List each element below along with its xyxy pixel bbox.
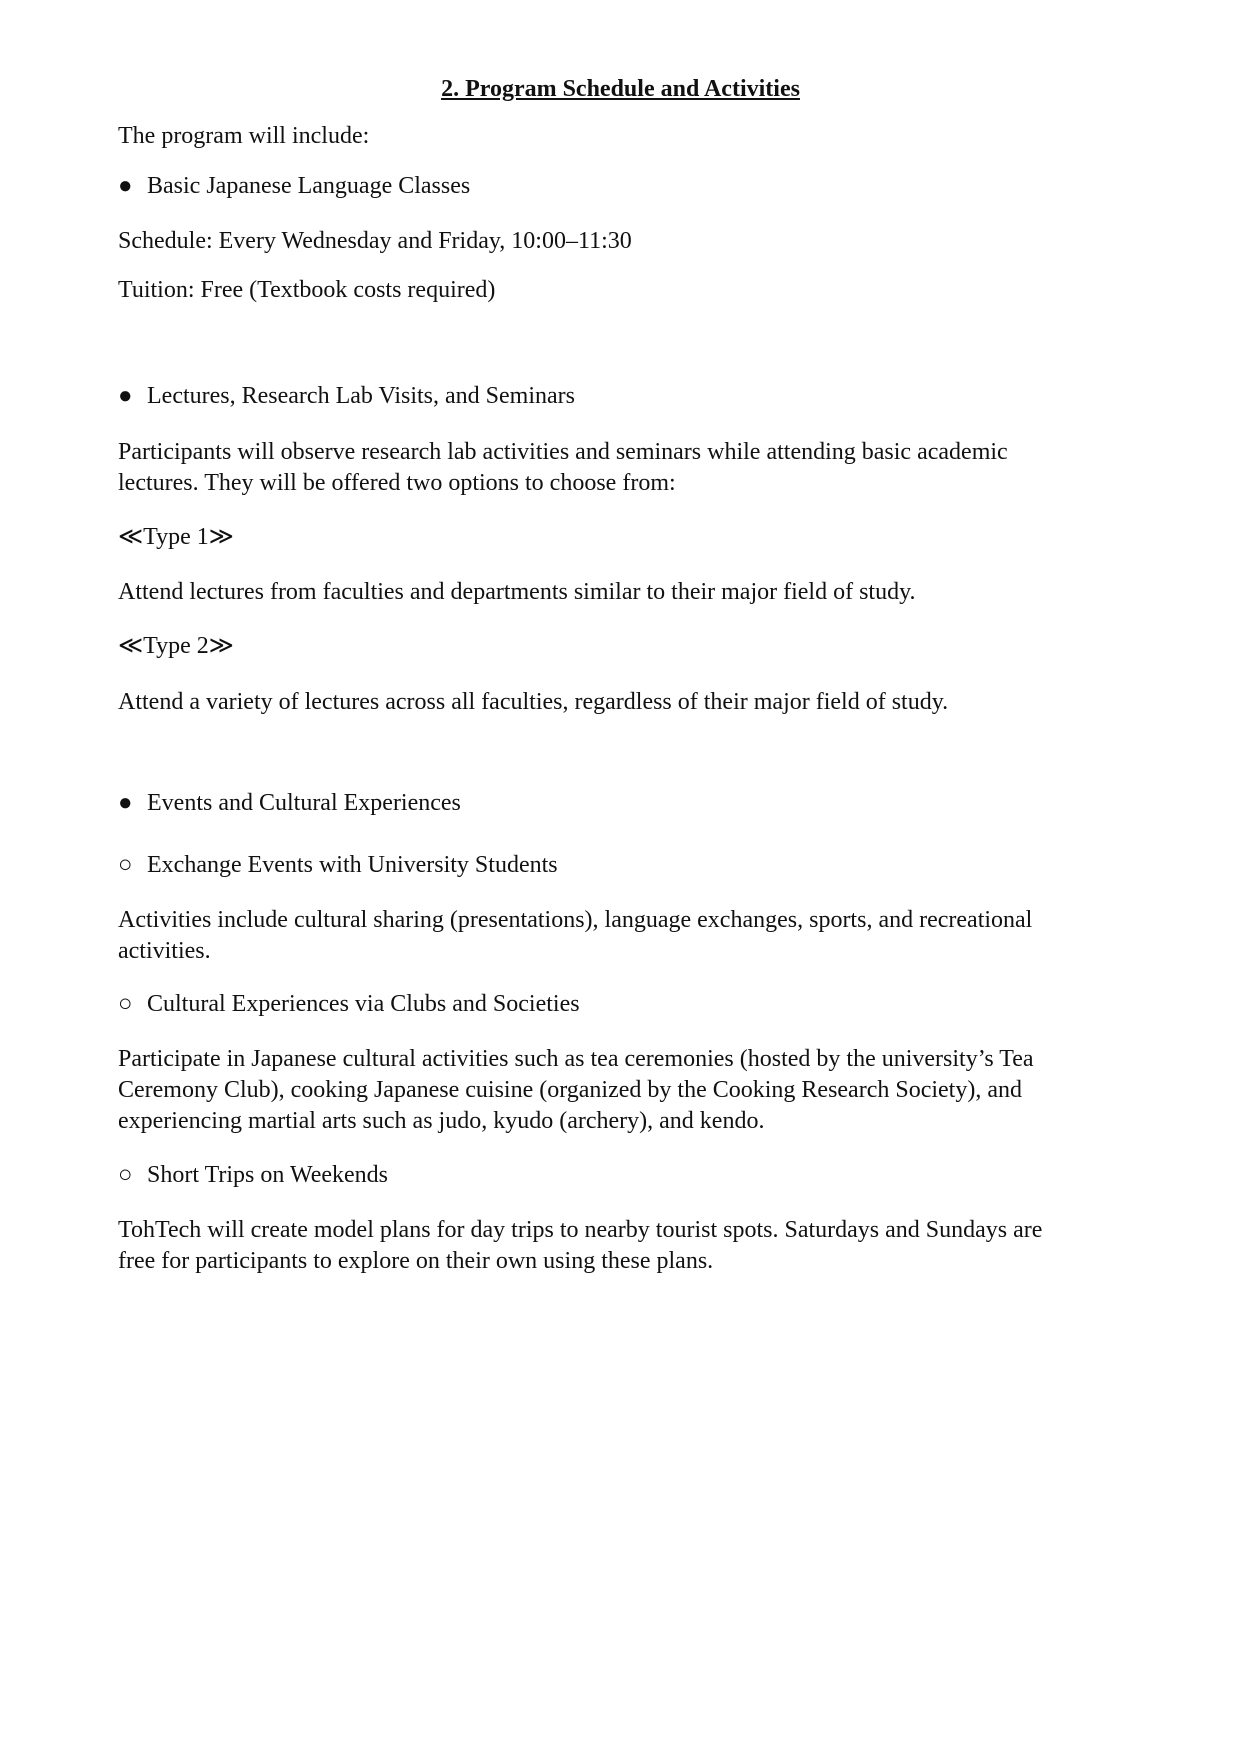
hollow-bullet-icon: ○ [118,1162,133,1188]
lectures-description-line: Participants will observe research lab activities and seminars while attending basic academic [118,439,1008,465]
type1-text: Attend lectures from faculties and departments similar to their major field of study. [118,579,916,605]
subheading-cultural-clubs [118,989,580,1020]
subheading-short-trips [118,1160,388,1191]
subheading-text: Short Trips on Weekends [147,1162,388,1188]
hollow-bullet-icon: ○ [118,991,133,1017]
hollow-bullet-icon: ○ [118,852,133,878]
section-heading-text: Events and Cultural Experiences [147,790,461,816]
filled-bullet-icon: ● [118,383,133,409]
section-heading-lectures [118,381,575,412]
section-heading-text: Lectures, Research Lab Visits, and Seminars [147,383,575,409]
trips-description-line: free for participants to explore on their own using these plans. [118,1248,714,1274]
page-title: 2. Program Schedule and Activities [441,76,800,102]
subheading-exchange-events [118,850,558,881]
schedule-text: Schedule: Every Wednesday and Friday, 10:00–11:30 [118,228,632,254]
intro-text: The program will include: [118,123,370,149]
type2-label: ≪Type 2≫ [118,633,234,659]
type1-label: ≪Type 1≫ [118,524,234,550]
subheading-text: Cultural Experiences via Clubs and Societies [147,991,580,1017]
filled-bullet-icon: ● [118,173,133,199]
lectures-description-line: lectures. They will be offered two options to choose from: [118,470,676,496]
trips-description-line: TohTech will create model plans for day trips to nearby tourist spots. Saturdays and Sundays are [118,1217,1043,1243]
cultural-description-line: Ceremony Club), cooking Japanese cuisine (organized by the Cooking Research Society), and [118,1077,1022,1103]
section-heading-events [118,788,461,819]
filled-bullet-icon: ● [118,790,133,816]
tuition-text: Tuition: Free (Textbook costs required) [118,277,496,303]
subheading-text: Exchange Events with University Students [147,852,558,878]
section-heading-language-classes [118,171,470,202]
exchange-description-line: Activities include cultural sharing (presentations), language exchanges, sports, and recreational [118,907,1033,933]
exchange-description-line: activities. [118,938,211,964]
type2-text: Attend a variety of lectures across all faculties, regardless of their major field of study. [118,689,949,715]
section-heading-text: Basic Japanese Language Classes [147,173,471,199]
cultural-description-line: experiencing martial arts such as judo, kyudo (archery), and kendo. [118,1108,765,1134]
cultural-description-line: Participate in Japanese cultural activities such as tea ceremonies (hosted by the university’s Tea [118,1046,1034,1072]
